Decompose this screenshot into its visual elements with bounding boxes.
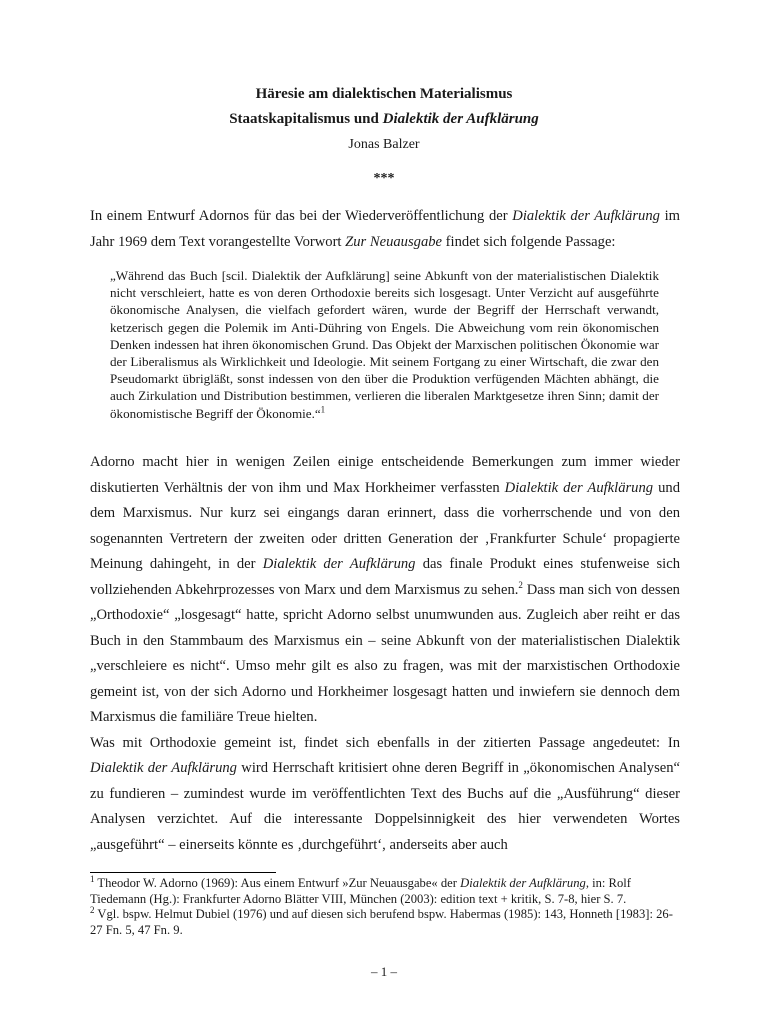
title-line-2-italic: Dialektik der Aufklärung — [382, 111, 539, 127]
section-separator: *** — [373, 171, 395, 186]
footnote-1-italic: Dialektik der Aufklärung — [460, 876, 586, 890]
intro-text-2: im Jahr 1969 dem Text vorangestellte Vorwort — [90, 208, 680, 250]
title-line-2-text: Staatskapitalismus und — [229, 111, 383, 127]
footnote-2-number: 2 — [90, 905, 95, 915]
footnote-1 — [90, 873, 680, 907]
footnote-ref-1[interactable]: 1 — [320, 404, 326, 415]
para1-text-4: Dass man sich von dessen „Orthodoxie“ „losgesagt“ hatte, spricht Adorno selbst unumwunden aus. Zugleich aber reiht er das Buch in den Stammbaum des Marxismus ein – seine Abkunft von der materialistischen Dialektik „verschleiere es nicht“. Umso mehr gilt es also zu fragen, was mit der marxistischen Orthodoxie gemeint ist, von der sich Adorno und Horkheimer losgesagt hatten und inwiefern sie dennoch dem Marxismus die familiäre Treue hielten. — [90, 581, 680, 725]
page-number: – 1 – — [371, 964, 397, 979]
intro-italic-2: Zur Neuausgabe — [345, 233, 443, 250]
para2-italic-1: Dialektik der Aufklärung — [90, 760, 237, 776]
para1-text-3: das finale Produkt eines stufenweise sich vollziehenden Abkehrprozesses von Marx und dem Marxismus zu sehen. — [90, 556, 681, 598]
author-name: Jonas Balzer — [348, 137, 420, 152]
footnotes — [90, 873, 680, 938]
paragraph-2 — [90, 731, 680, 859]
block-quote — [110, 267, 659, 422]
para1-italic-2: Dialektik der Aufklärung — [262, 556, 416, 572]
intro-text-1: In einem Entwurf Adornos für das bei der Wiederveröffentlichung der — [90, 208, 513, 224]
para2-text-1: Was mit Orthodoxie gemeint ist, findet sich ebenfalls in der zitierten Passage angedeutet: In — [90, 734, 680, 751]
para2-text-2: wird Herrschaft kritisiert ohne deren Begriff in „ökonomischen Analysen“ zu fundieren – zumindest wurde im veröffentlichten Text des Buchs auf die „Ausführung“ dieser Analysen verzichtet. Auf die interessante Doppelsinnigkeit des hier verwendeten Wortes „ausgeführt“ – einerseits könnte es ‚durchgeführt‘, anderseits aber auch — [90, 760, 680, 853]
intro-italic-1: Dialektik der Aufklärung — [512, 208, 660, 224]
footnote-2 — [90, 907, 680, 938]
title-line-2 — [0, 111, 768, 128]
footnote-1-text-2: , in: Rolf Tiedemann (Hg.): Frankfurter Adorno Blätter VIII, München (2003): edition text + kritik, S. 7-8, hier S. 7. — [90, 876, 631, 906]
footnote-2-text: Vgl. bspw. Helmut Dubiel (1976) und auf diesen sich berufend bspw. Habermas (1985): 143, Honneth [1983]: 26-27 Fn. 5, 47 Fn. 9. — [90, 907, 673, 937]
title-line-1: Häresie am dialektischen Materialismus — [255, 86, 513, 102]
intro-text-3: findet sich folgende Passage: — [442, 233, 616, 250]
footnote-1-text-1: Theodor W. Adorno (1969): Aus einem Entwurf »Zur Neuausgabe« der — [94, 876, 461, 890]
intro-paragraph — [90, 204, 680, 255]
quote-text: „Während das Buch [scil. Dialektik der Aufklärung] seine Abkunft von der materialistischen Dialektik nicht verschleiert, hatte es von deren Orthodoxie bereits sich losgesagt. Unter Verzicht auf ausgeführte ökonomische Analysen, die vielfach gefordert wären, wurde der Begriff der Herrschaft verwandt, ketzerisch gegen die Polemik im Anti-Dühring von Engels. Die Abweichung vom rein ökonomischen Denken indessen hat ihren ökonomischen Grund. Das Objekt der Marxischen politischen Ökonomie war der Liberalismus als Wirklichkeit und Ideologie. Mit seinem Fortgang zu einer Wirtschaft, die zwar den Pseudomarkt übrigläßt, sonst indessen von den über die Produktion verfügenden Mächten abhängt, die auch Zirkulation und Distribution bestimmen, verlieren die liberalen Marktgesetze ihren Sinn; damit der ökonomistische Begriff der Ökonomie.“ — [110, 268, 659, 421]
paragraph-1 — [90, 450, 680, 731]
footnote-separator — [90, 872, 276, 873]
para1-italic-1: Dialektik der Aufklärung — [504, 479, 654, 496]
para1-text-2: und dem Marxismus. Nur kurz sei eingangs daran erinnert, dass die vorherrschende und von den sogenannten Vertretern der zweiten oder dritten Generation der ‚Frankfurter Schule‘ propagierte Meinung dahingeht, in der — [90, 479, 681, 572]
para1-text-1: Adorno macht hier in wenigen Zeilen einige entscheidende Bemerkungen zum immer wieder diskutierten Verhältnis der von ihm und Max Horkheimer verfassten — [90, 454, 680, 496]
footnote-ref-2[interactable]: 2 — [518, 579, 523, 590]
main-body — [90, 450, 680, 858]
footnote-1-number: 1 — [90, 873, 95, 884]
